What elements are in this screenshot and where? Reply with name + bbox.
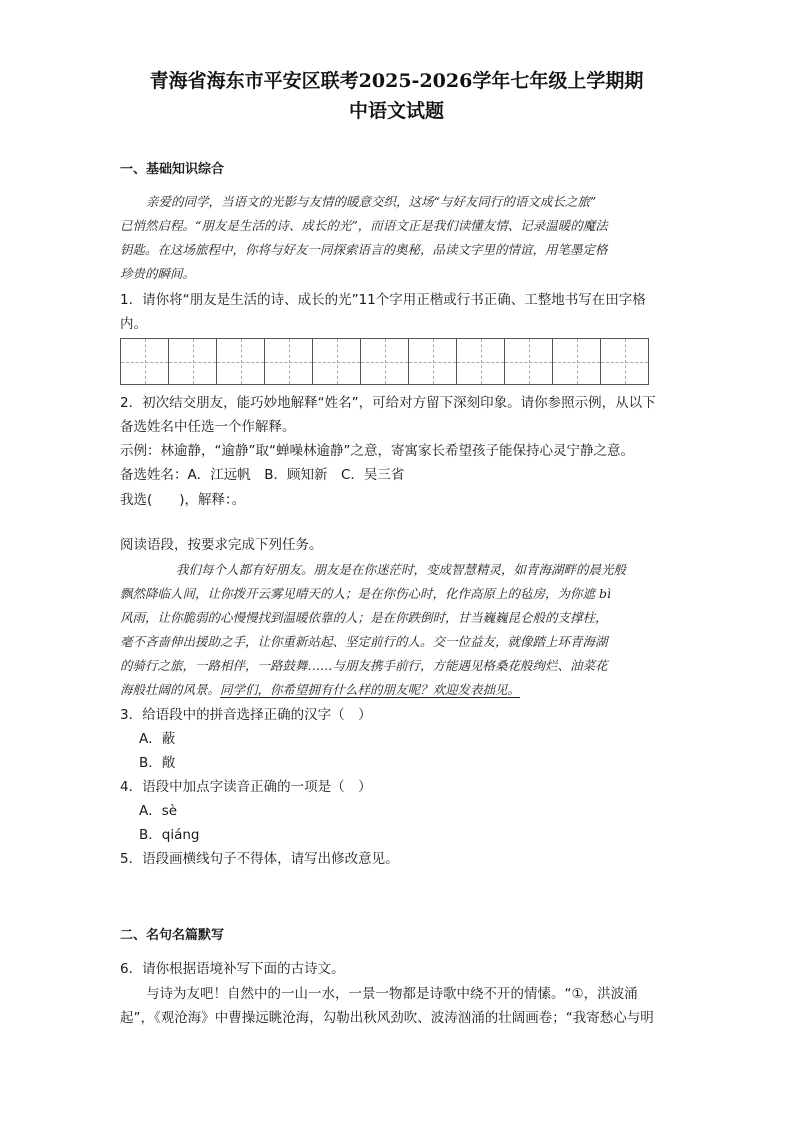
grid-cell[interactable] bbox=[600, 338, 648, 385]
passage-line-5: 的骑行之旅，一路相伴，一路鼓舞……与朋友携手前行，方能遇见格桑花般绚烂、油菜花 bbox=[120, 658, 608, 673]
question-3-option-a[interactable]: A．蔽 bbox=[139, 731, 176, 747]
grid-cell[interactable] bbox=[408, 338, 456, 385]
reading-instruction: 阅读语段，按要求完成下列任务。 bbox=[120, 537, 323, 553]
intro-line-4: 珍贵的瞬间。 bbox=[120, 266, 196, 281]
question-2-line-2: 备选姓名中任选一个作解释。 bbox=[120, 419, 296, 435]
underlined-sentence: 同学们，你希望拥有什么样的朋友呢？欢迎发表拙见。 bbox=[220, 682, 521, 697]
grid-cell[interactable] bbox=[216, 338, 264, 385]
question-3-stem: 3．给语段中的拼音选择正确的汉字（ ） bbox=[120, 707, 372, 723]
passage-line-3: 风雨，让你脆弱的心慢慢找到温暖依靠的人；是在你跌倒时，甘当巍巍昆仑般的支撑柱， bbox=[120, 610, 608, 625]
question-4-stem: 4．语段中加点字读音正确的一项是（ ） bbox=[120, 779, 372, 795]
question-4-option-a[interactable]: A．sè bbox=[139, 803, 178, 819]
question-4-option-b[interactable]: B．qiáng bbox=[139, 827, 200, 843]
document-title-line-2: 中语文试题 bbox=[348, 100, 444, 122]
intro-line-2: 已悄然启程。“朋友是生活的诗、成长的光”，而语文正是我们读懂友情、记录温暖的魔法 bbox=[120, 218, 608, 233]
passage-line-1: 我们每个人都有好朋友。朋友是在你迷茫时，变成智慧精灵，如青海湖畔的晨光般 bbox=[176, 562, 627, 577]
intro-line-1: 亲爱的同学，当语文的光影与友情的暖意交织，这场“与好友同行的语文成长之旅” bbox=[146, 194, 597, 209]
question-3-option-b[interactable]: B．敞 bbox=[139, 755, 176, 771]
grid-cell[interactable] bbox=[120, 338, 168, 385]
passage-line-6-plain: 海般壮阔的风景。 bbox=[120, 682, 221, 697]
question-1-line-2: 内。 bbox=[120, 316, 147, 332]
question-2-example: 示例：林逾静，“逾静”取“蝉噪林逾静”之意，寄寓家长希望孩子能保持心灵宁静之意。 bbox=[120, 443, 634, 459]
document-title-line-1: 青海省海东市平安区联考2025-2026学年七年级上学期期 bbox=[149, 70, 644, 92]
question-6-stem: 6．请你根据语境补写下面的古诗文。 bbox=[120, 961, 345, 977]
grid-cell[interactable] bbox=[360, 338, 408, 385]
grid-cell[interactable] bbox=[456, 338, 504, 385]
question-2-answer-line[interactable]: 我选( )，解释：。 bbox=[120, 492, 246, 508]
passage-line-2: 飘然降临人间，让你拨开云雾见晴天的人；是在你伤心时，化作高原上的毡房，为你遮 bì bbox=[120, 586, 611, 601]
tianzige-writing-grid[interactable] bbox=[120, 338, 649, 385]
section-2-heading: 二、名句名篇默写 bbox=[120, 928, 225, 943]
grid-cell[interactable] bbox=[504, 338, 552, 385]
intro-line-3: 钥匙。在这场旅程中，你将与好友一同探索语言的奥秘，品读文字里的情谊，用笔墨定格 bbox=[120, 242, 608, 257]
question-5-stem: 5．语段画横线句子不得体，请写出修改意见。 bbox=[120, 851, 399, 867]
question-2-line-1: 2．初次结交朋友，能巧妙地解释“姓名”，可给对方留下深刻印象。请你参照示例，从以下 bbox=[120, 395, 656, 411]
question-6-line-1: 与诗为友吧！自然中的一山一水，一景一物都是诗歌中绕不开的情愫。“①，洪波涌 bbox=[146, 986, 638, 1002]
grid-cell[interactable] bbox=[552, 338, 600, 385]
question-1-line-1: 1．请你将“朋友是生活的诗、成长的光”11个字用正楷或行书正确、工整地书写在田字格 bbox=[120, 292, 646, 308]
grid-cell[interactable] bbox=[168, 338, 216, 385]
question-6-line-2: 起”，《观沧海》中曹操远眺沧海，勾勒出秋风劲吹、波涛汹涌的壮阔画卷；“我寄愁心与明 bbox=[120, 1010, 654, 1026]
passage-line-6 bbox=[120, 680, 520, 700]
section-1-heading: 一、基础知识综合 bbox=[120, 162, 225, 177]
grid-cell[interactable] bbox=[264, 338, 312, 385]
passage-line-4: 毫不吝啬伸出援助之手，让你重新站起、坚定前行的人。交一位益友，就像踏上环青海湖 bbox=[120, 634, 608, 649]
grid-cell[interactable] bbox=[312, 338, 360, 385]
question-2-names: 备选姓名：A．江远帆 B．顾知新 C．吴三省 bbox=[120, 467, 405, 483]
